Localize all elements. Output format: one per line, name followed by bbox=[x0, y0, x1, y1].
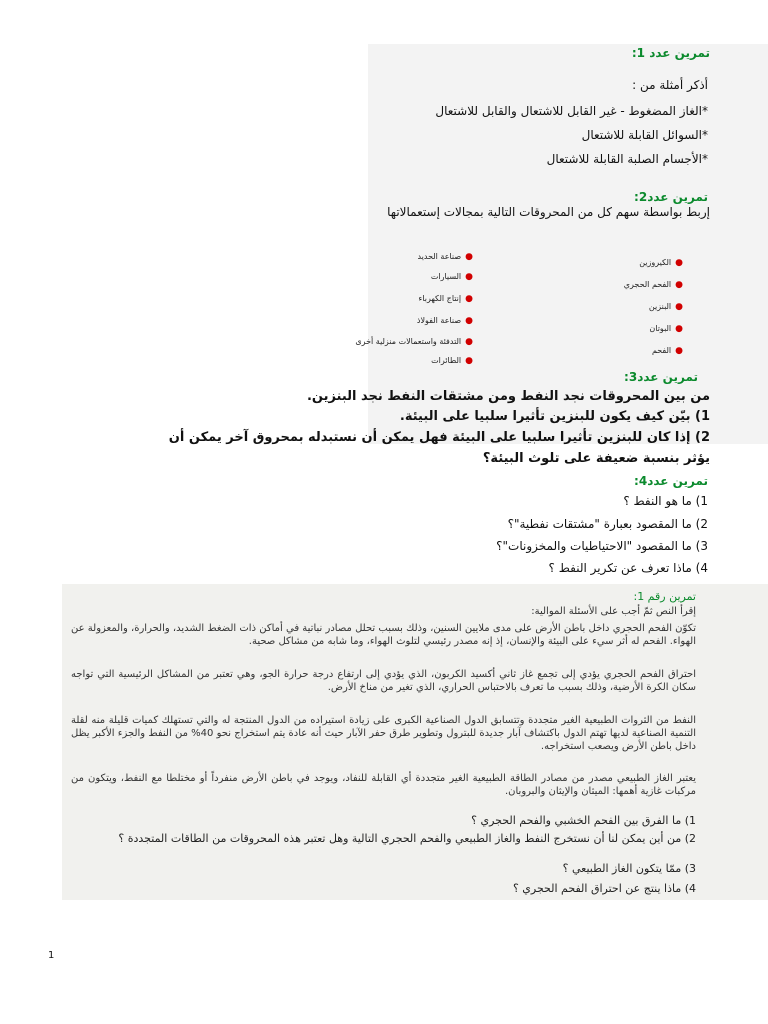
use-item: ●صناعة الحديد bbox=[417, 252, 473, 262]
ex5-question: 2) من أين يمكن لنا أن نستخرج النفط والغاز الطبيعي والفحم الحجري التالية وهل تعتبر هذه المحروقات من الطاقات المتجددة ؟ bbox=[118, 832, 696, 845]
fuel-item: ●البوتان bbox=[649, 324, 683, 334]
use-item: ●صناعة الفولاذ bbox=[416, 316, 473, 326]
ex3-question-2: 2) إذا كان للبنزين تأثيرا سلبيا على البيئة فهل يمكن أن نستبدله بمحروق آخر يمكن أن bbox=[168, 430, 710, 445]
ex3-title: تمرين عدد3: bbox=[624, 370, 698, 384]
ex3-question-1: 1) بيّن كيف يكون للبنزين تأثيرا سلبيا على البيئة. bbox=[399, 409, 710, 424]
ex1-intro: أذكر أمثلة من : bbox=[632, 78, 708, 92]
ex4-question: 1) ما هو النفط ؟ bbox=[623, 494, 708, 508]
use-item: ●التدفئة واستعمالات منزلية أخرى bbox=[355, 337, 473, 347]
bullet-icon: ● bbox=[675, 324, 683, 334]
ex1-item: *الغاز المضغوط - غير القابل للاشتعال والقابل للاشتعال bbox=[435, 104, 708, 118]
use-item: ●الطائرات bbox=[431, 356, 473, 366]
ex2-instruction: إربط بواسطة سهم كل من المحروقات التالية بمجالات إستعمالاتها bbox=[387, 205, 710, 219]
ex5-title: تمرين رقم 1: bbox=[633, 590, 696, 603]
fuel-item: ●الكيروزين bbox=[639, 258, 683, 268]
ex5-paragraph: النفط من الثروات الطبيعية الغير متجددة وتتسابق الدول الصناعية الكبرى على زيادة استيراده من الدول المنتجة له والتي تستهلك كميات قليلة منه لقلة التنمية الصناعية لديها تهتم الدول باكتشاف آبار جديدة للبترول وتطوير طرق حفر الآبار حيث أنه عادة يتم استخراج نحو 40% من النفط والجزء الأكبر يظل داخل باطن الأرض ويصعب استخراجه. bbox=[71, 715, 696, 752]
bullet-icon: ● bbox=[465, 356, 473, 366]
ex4-question: 2) ما المقصود بعبارة "مشتقات نفطية"؟ bbox=[507, 517, 708, 531]
ex1-item: *الأجسام الصلبة القابلة للاشتعال bbox=[546, 152, 708, 166]
ex5-question: 1) ما الفرق بين الفحم الخشبي والفحم الحجري ؟ bbox=[471, 814, 696, 827]
ex4-question: 3) ما المقصود "الاحتياطيات والمخزونات"؟ bbox=[496, 539, 708, 553]
ex1-item: *السوائل القابلة للاشتعال bbox=[581, 128, 708, 142]
fuel-item: ●الفحم bbox=[651, 346, 683, 356]
ex3-question-2-cont: يؤثر بنسبة ضعيفة على تلوث البيئة؟ bbox=[482, 451, 710, 466]
fuel-item: ●البنزين bbox=[648, 302, 683, 312]
bullet-icon: ● bbox=[465, 337, 473, 347]
bullet-icon: ● bbox=[675, 302, 683, 312]
bullet-icon: ● bbox=[465, 272, 473, 282]
bullet-icon: ● bbox=[465, 252, 473, 262]
ex5-question: 4) ماذا ينتج عن احتراق الفحم الحجري ؟ bbox=[512, 882, 696, 895]
fuel-item: ●الفحم الحجري bbox=[623, 280, 683, 290]
use-item: ●إنتاج الكهرباء bbox=[418, 294, 473, 304]
bullet-icon: ● bbox=[675, 280, 683, 290]
use-item: ●السيارات bbox=[430, 272, 473, 282]
bullet-icon: ● bbox=[675, 346, 683, 356]
bullet-icon: ● bbox=[465, 316, 473, 326]
page-number: 1 bbox=[48, 950, 55, 961]
ex4-title: تمرين عدد4: bbox=[634, 474, 708, 488]
ex5-paragraph: يعتبر الغاز الطبيعي مصدر من مصادر الطاقة الطبيعية الغير متجددة أي القابلة للنفاد، ويوجد في باطن الأرض منفرداً أو مختلطا مع النفط، ويتكون من مركبات غازية أهمها: الميثان والإيثان والبروبان. bbox=[71, 773, 696, 797]
bullet-icon: ● bbox=[465, 294, 473, 304]
ex5-question: 3) ممّا يتكون الغاز الطبيعي ؟ bbox=[562, 862, 696, 875]
ex2-title: تمرين عدد2: bbox=[634, 190, 708, 204]
bullet-icon: ● bbox=[675, 258, 683, 268]
ex5-paragraph: تكوّن الفحم الحجري داخل باطن الأرض على مدى ملايين السنين، وذلك بسبب تحلل مصادر نباتية في أماكن ذات الضغط الشديد، والحرارة، والمعزولة عن الهواء. الفحم له أثر سيء على البيئة والإنسان، إذ إنه مصدر رئيسي لتلوث الهواء، وما شابه من مشاكل صحية. bbox=[71, 623, 696, 647]
ex4-question: 4) ماذا تعرف عن تكرير النفط ؟ bbox=[548, 561, 708, 575]
ex5-intro: إقرأ النص ثمّ أجب على الأسئلة الموالية: bbox=[531, 606, 696, 617]
ex3-intro: من بين المحروقات نجد النفط ومن مشتقات النفط نجد البنزين. bbox=[306, 389, 710, 404]
ex5-paragraph: احتراق الفحم الحجري يؤدي إلى تجمع غاز ثاني أكسيد الكربون، الذي يؤدي إلى ارتفاع درجة حرارة الجو، وهي تعتبر من المشاكل الرئيسية التي تواجه سكان الكرة الأرضية، وذلك بسبب ما تعرف بالاحتباس الحراري، الذي تغير من مناخ الأرض. bbox=[71, 669, 696, 693]
ex1-title: تمرين عدد 1: bbox=[631, 46, 710, 60]
